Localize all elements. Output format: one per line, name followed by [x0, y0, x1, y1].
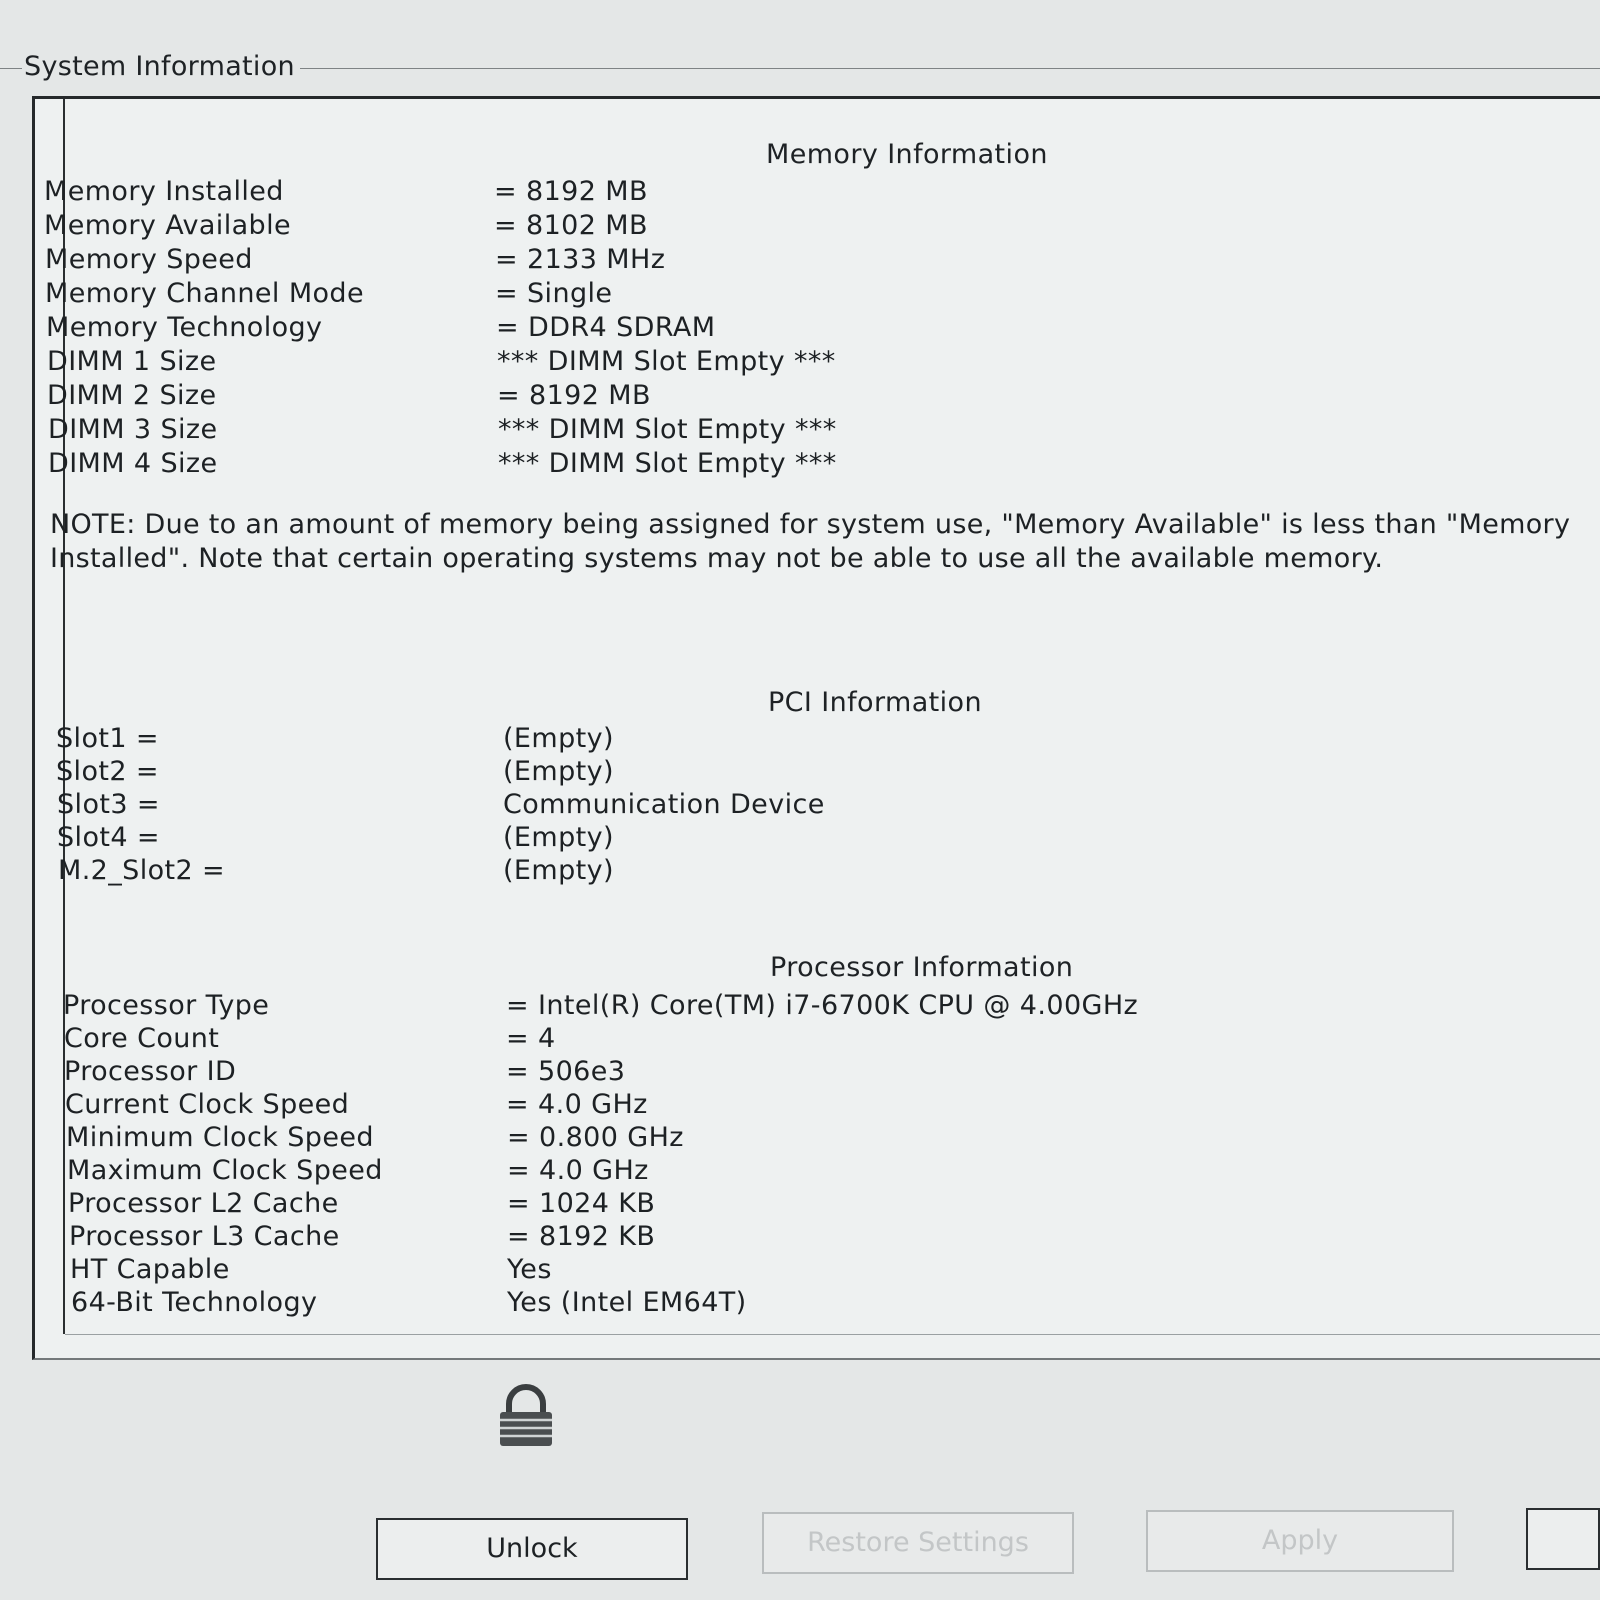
- memory-row-value: = 2133 MHz: [495, 244, 666, 275]
- processor-row-value: = 8192 KB: [507, 1221, 656, 1252]
- processor-row-label: 64-Bit Technology: [71, 1287, 318, 1318]
- memory-row-value: = 8192 MB: [497, 380, 651, 411]
- panel-bottom-divider: [65, 1334, 1600, 1335]
- memory-row-label: DIMM 2 Size: [47, 380, 217, 411]
- apply-button[interactable]: Apply: [1146, 1510, 1454, 1572]
- processor-row-label: Minimum Clock Speed: [66, 1122, 374, 1153]
- processor-row-value: = Intel(R) Core(TM) i7-6700K CPU @ 4.00GHz: [506, 990, 1139, 1021]
- memory-row-label: DIMM 3 Size: [48, 414, 218, 445]
- memory-row-label: DIMM 4 Size: [48, 448, 218, 479]
- processor-row-label: HT Capable: [70, 1254, 230, 1285]
- pci-row-label: Slot3 =: [57, 789, 160, 820]
- restore-settings-button[interactable]: Restore Settings: [762, 1512, 1074, 1574]
- processor-row-label: Processor Type: [63, 990, 270, 1021]
- pci-row-label: Slot2 =: [56, 756, 159, 787]
- memory-row-label: Memory Channel Mode: [45, 278, 364, 309]
- processor-section-heading: Processor Information: [770, 952, 1074, 983]
- processor-row-value: = 506e3: [506, 1056, 626, 1087]
- group-title: System Information: [22, 50, 300, 84]
- pci-row-value: (Empty): [503, 855, 614, 886]
- memory-row-value: *** DIMM Slot Empty ***: [497, 346, 836, 377]
- exit-button[interactable]: [1526, 1508, 1600, 1570]
- memory-note: NOTE: Due to an amount of memory being assigned for system use, "Memory Available" is less than "Memory Installed". Note that certain operating systems may not be able to use all the available memory.: [50, 509, 1571, 574]
- unlock-button[interactable]: Unlock: [376, 1518, 688, 1580]
- processor-row-label: Maximum Clock Speed: [67, 1155, 383, 1186]
- pci-row-value: (Empty): [503, 756, 614, 787]
- padlock-icon: [496, 1384, 556, 1448]
- processor-row-value: = 4: [506, 1023, 556, 1054]
- memory-row-label: Memory Technology: [46, 312, 323, 343]
- memory-section-heading: Memory Information: [766, 139, 1048, 170]
- processor-row-label: Processor L3 Cache: [69, 1221, 340, 1252]
- memory-row-value: = DDR4 SDRAM: [496, 312, 716, 343]
- processor-row-value: = 4.0 GHz: [506, 1089, 648, 1120]
- processor-row-value: = 4.0 GHz: [507, 1155, 649, 1186]
- processor-row-label: Core Count: [64, 1023, 220, 1054]
- memory-row-value: *** DIMM Slot Empty ***: [498, 414, 837, 445]
- memory-row-label: Memory Installed: [44, 176, 284, 207]
- memory-row-value: = 8192 MB: [494, 176, 648, 207]
- memory-row-value: *** DIMM Slot Empty ***: [498, 448, 837, 479]
- pci-row-label: M.2_Slot2 =: [58, 855, 226, 886]
- pci-section-heading: PCI Information: [768, 687, 982, 718]
- processor-row-value: Yes (Intel EM64T): [507, 1287, 747, 1318]
- pci-row-value: (Empty): [503, 723, 614, 754]
- processor-row-value: = 0.800 GHz: [507, 1122, 684, 1153]
- pci-row-label: Slot1 =: [56, 723, 159, 754]
- processor-row-value: = 1024 KB: [507, 1188, 656, 1219]
- memory-row-value: = Single: [495, 278, 613, 309]
- memory-row-label: Memory Speed: [45, 244, 253, 275]
- processor-row-label: Processor L2 Cache: [68, 1188, 339, 1219]
- processor-row-value: Yes: [507, 1254, 552, 1285]
- memory-row-value: = 8102 MB: [494, 210, 648, 241]
- processor-row-label: Processor ID: [64, 1056, 237, 1087]
- pci-row-value: (Empty): [503, 822, 614, 853]
- memory-row-label: Memory Available: [44, 210, 292, 241]
- pci-row-value: Communication Device: [503, 789, 825, 820]
- memory-row-label: DIMM 1 Size: [47, 346, 217, 377]
- pci-row-label: Slot4 =: [57, 822, 160, 853]
- processor-row-label: Current Clock Speed: [65, 1089, 350, 1120]
